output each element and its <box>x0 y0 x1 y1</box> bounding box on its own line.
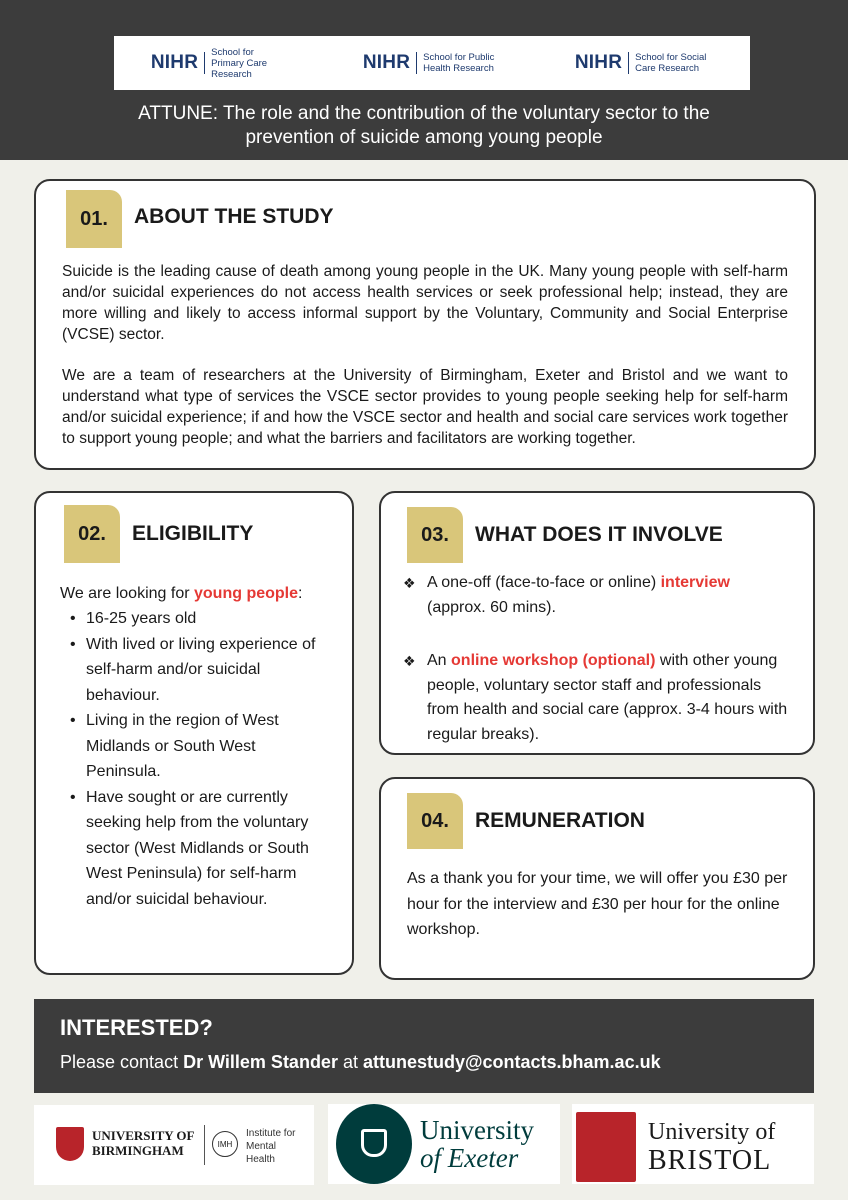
contact-prefix: Please contact <box>60 1052 184 1072</box>
nihr-school-name: School for Public Health Research <box>423 52 495 74</box>
contact-name: Dr Willem Stander <box>183 1052 338 1072</box>
item-text-suffix: (approx. 60 mins). <box>427 598 556 616</box>
item-highlight: interview <box>660 574 730 591</box>
nihr-mark: NIHR <box>362 52 411 73</box>
nihr-school-name: School for Primary Care Research <box>211 46 268 80</box>
involve-item-workshop <box>403 649 793 747</box>
contact-line <box>60 1052 661 1073</box>
page-title-line1: ATTUNE: The role and the contribution of the voluntary sector to the <box>138 103 710 124</box>
nihr-mark: NIHR <box>150 52 199 73</box>
nihr-logo-strip <box>114 36 750 90</box>
item-text-suffix: with other young people, voluntary sector staff and professionals from health and social care (approx. 3-4 hours with regular breaks). <box>427 652 788 743</box>
eligibility-card <box>34 491 354 975</box>
nihr-mark: NIHR <box>574 52 623 73</box>
section-title: ELIGIBILITY <box>132 522 254 545</box>
diamond-bullet-icon: ❖ <box>403 653 416 669</box>
remuneration-text: As a thank you for your time, we will offer you £30 per hour for the interview and £30 per hour for the online workshop. <box>407 870 788 938</box>
nihr-school-name: School for Social Care Research <box>635 52 707 74</box>
eligibility-list <box>60 606 322 912</box>
involve-item-interview <box>403 571 793 620</box>
involve-card <box>379 491 815 755</box>
intro-highlight: young people <box>194 585 298 602</box>
item-highlight: online workshop (optional) <box>451 652 656 669</box>
list-item: • With lived or living experience of self-harm and/or suicidal behaviour. <box>60 632 322 709</box>
nihr-logo-public-health <box>363 52 501 74</box>
birmingham-crest-icon <box>56 1127 84 1161</box>
list-item: • 16-25 years old <box>60 606 322 632</box>
contact-title: INTERESTED? <box>60 1015 213 1040</box>
item-text: A one-off (face-to-face or online) <box>427 574 661 591</box>
item-text: An <box>427 652 452 669</box>
diamond-bullet-icon: ❖ <box>403 575 416 591</box>
bristol-line1: University of <box>648 1119 776 1145</box>
divider <box>628 52 629 74</box>
section-number: 04. <box>407 793 463 849</box>
divider <box>204 52 205 74</box>
nihr-logo-social-care <box>575 52 713 74</box>
imh-text: Institute for Mental Health <box>246 1128 296 1165</box>
list-item: • Living in the region of West Midlands or South West Peninsula. <box>60 708 322 785</box>
section-title: WHAT DOES IT INVOLVE <box>475 523 723 546</box>
about-card <box>34 179 816 470</box>
intro-text: We are looking for <box>60 585 194 602</box>
header-banner <box>0 0 848 160</box>
section-title: ABOUT THE STUDY <box>134 205 334 228</box>
exeter-logo <box>328 1104 560 1184</box>
birmingham-logo <box>34 1105 314 1185</box>
uob-line2: BIRMINGHAM <box>92 1143 184 1158</box>
divider <box>204 1125 205 1165</box>
intro-suffix: : <box>298 585 303 602</box>
page-title-line2: prevention of suicide among young people <box>245 127 603 148</box>
eligibility-intro <box>60 581 350 607</box>
about-paragraph-1: Suicide is the leading cause of death among young people in the UK. Many young people with self-harm and/or suicidal experiences do not access health services or seek professional help; instead, they are more willing and likely to access informal support by the Voluntary, Community and Social Enterprise (VCSE) sector. <box>62 263 788 343</box>
bristol-logo <box>572 1104 814 1184</box>
exeter-seal-icon <box>336 1104 412 1184</box>
uob-line1: UNIVERSITY OF <box>92 1128 195 1143</box>
page-title <box>40 102 808 150</box>
exeter-line1: University <box>420 1115 534 1145</box>
section-number: 01. <box>66 190 122 248</box>
bristol-line2: BRISTOL <box>648 1145 772 1176</box>
contact-banner <box>34 999 814 1093</box>
list-item: • Have sought or are currently seeking help from the voluntary sector (West Midlands or South West Peninsula) for self-harm and/or suicidal behaviour. <box>60 785 322 913</box>
section-number: 03. <box>407 507 463 563</box>
divider <box>416 52 417 74</box>
section-title: REMUNERATION <box>475 809 645 832</box>
contact-middle: at <box>337 1052 363 1072</box>
exeter-line2: of Exeter <box>420 1143 519 1173</box>
section-number: 02. <box>64 505 120 563</box>
imh-icon: IMH <box>212 1131 238 1157</box>
contact-email-link[interactable]: attunestudy@contacts.bham.ac.uk <box>362 1052 661 1072</box>
about-paragraph-2: We are a team of researchers at the University of Birmingham, Exeter and Bristol and we want to understand what type of services the VSCE sector provides to young people seeking help for self-harm and/or suicidal experience; if and how the VSCE sector and health and social care services work together to support young people; and what the barriers and facilitators are working together. <box>62 367 788 447</box>
remuneration-card <box>379 777 815 980</box>
nihr-logo-primary-care <box>151 47 289 80</box>
bristol-crest-icon <box>576 1112 636 1182</box>
